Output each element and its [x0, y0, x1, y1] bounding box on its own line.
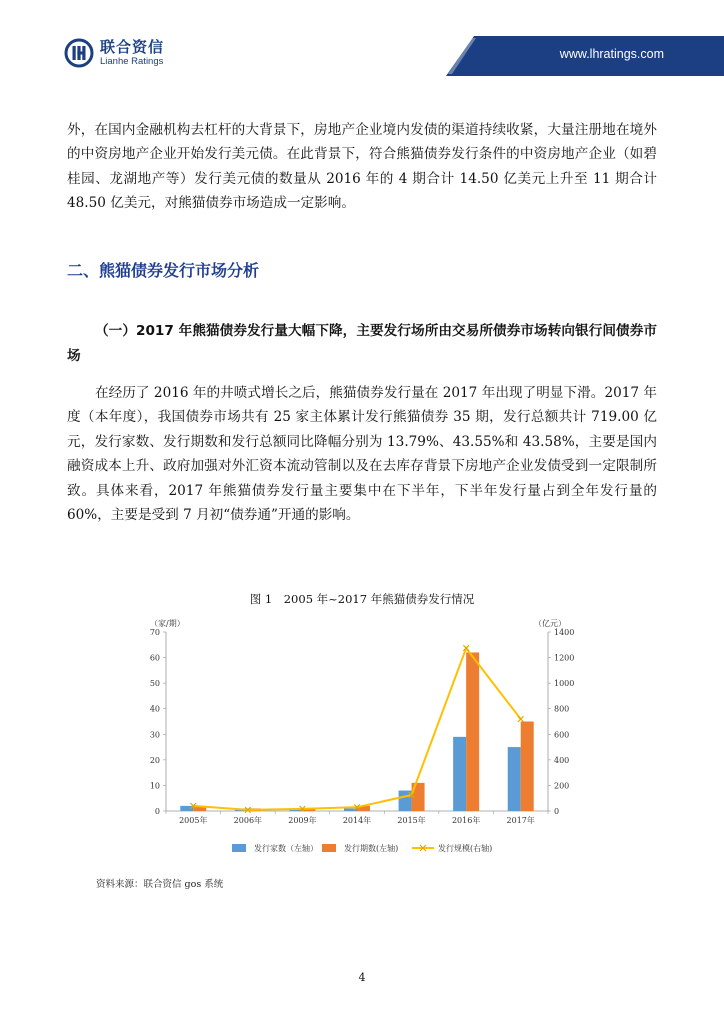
subsection-heading: （一）2017 年熊猫债券发行量大幅下降，主要发行场所由交易所债券市场转向银行间债券市场: [67, 323, 657, 364]
right-tick-label: 0: [554, 807, 560, 816]
left-tick-label: 10: [149, 781, 160, 791]
paragraph-2: 在经历了 2016 年的井喷式增长之后，熊猫债券发行量在 2017 年出现了明显下滑。2017 年度（本年度），我国债券市场共有 25 家主体累计发行熊猫债券 35 期，发行总额共计 719.00 亿元，发行家数、发行期数和发行总额同比降幅分别为 13.79%、43.55%和 43.58%，主要是国内融资成本上升、政府加强对外汇资本流动管制以及在去库存背景下房地产企业发债受到一定限制所致。具体来看，2017 年熊猫债券发行量主要集中在下半年，下半年发行量占到全年发行量的 60%，主要是受到 7 月初“债券通”开通的影响。: [67, 385, 657, 524]
left-tick-label: 0: [154, 807, 160, 816]
chart-svg: [132, 614, 582, 866]
left-tick-label: 30: [149, 730, 160, 740]
right-tick-label: 1000: [554, 679, 575, 689]
right-tick-label: 600: [554, 730, 570, 740]
x-tick-label: 2006年: [233, 816, 263, 825]
bar-issues: [521, 722, 534, 812]
legend-label: 发行期数(左轴): [344, 844, 399, 853]
line-point-marker: [518, 716, 524, 722]
x-tick-label: 2017年: [506, 816, 535, 825]
figure-title: 图 1 2005 年~2017 年熊猫债券发行情况: [249, 592, 475, 606]
panda-bond-chart: [132, 614, 582, 866]
section-heading: 二、熊猫债券发行市场分析: [67, 261, 260, 280]
left-axis-unit: （家/期）: [150, 619, 185, 628]
x-tick-label: 2014年: [342, 816, 372, 825]
header-banner: [446, 36, 724, 76]
x-tick-label: 2015年: [397, 816, 426, 825]
right-axis-unit: （亿元）: [534, 619, 566, 628]
right-tick-label: 800: [554, 704, 570, 714]
left-tick-label: 40: [149, 704, 160, 714]
legend-label: 发行规模(右轴): [438, 844, 493, 853]
logo-english-name: Lianhe Ratings: [100, 55, 164, 67]
figure-source: 资料来源：联合资信 gos 系统: [96, 879, 224, 890]
bar-companies: [453, 737, 466, 811]
legend-label: 发行家数（左轴）: [254, 844, 318, 853]
left-tick-label: 20: [149, 755, 160, 765]
right-tick-label: 1400: [554, 628, 575, 637]
right-tick-label: 400: [554, 755, 570, 765]
left-tick-label: 50: [149, 679, 160, 689]
x-tick-label: 2016年: [451, 816, 481, 825]
left-tick-label: 70: [149, 628, 160, 637]
left-tick-label: 60: [149, 653, 160, 663]
x-tick-label: 2005年: [179, 816, 208, 825]
legend-swatch: [232, 844, 246, 852]
legend-swatch: [322, 844, 336, 852]
logo-chinese-name: 联合资信: [100, 37, 165, 56]
website-url[interactable]: www.lhratings.com: [559, 47, 664, 61]
x-tick-label: 2009年: [288, 816, 317, 825]
paragraph-1: 外，在国内金融机构去杠杆的大背景下，房地产企业境内发债的渠道持续收紧，大量注册地在境外的中资房地产企业开始发行美元债。在此背景下，符合熊猫债券发行条件的中资房地产企业（如碧桂园、龙湖地产等）发行美元债的数量从 2016 年的 4 期合计 14.50 亿美元上升至 11 期合计 48.50 亿美元，对熊猫债券市场造成一定影响。: [67, 122, 657, 212]
bar-companies: [508, 747, 521, 811]
right-tick-label: 200: [554, 781, 570, 791]
bar-issues: [466, 652, 479, 811]
lianhe-logo: [64, 36, 164, 70]
lianhe-logo-icon: [64, 38, 94, 68]
right-tick-label: 1200: [554, 653, 575, 663]
page-header: [0, 0, 724, 80]
page-number: 4: [358, 971, 366, 984]
